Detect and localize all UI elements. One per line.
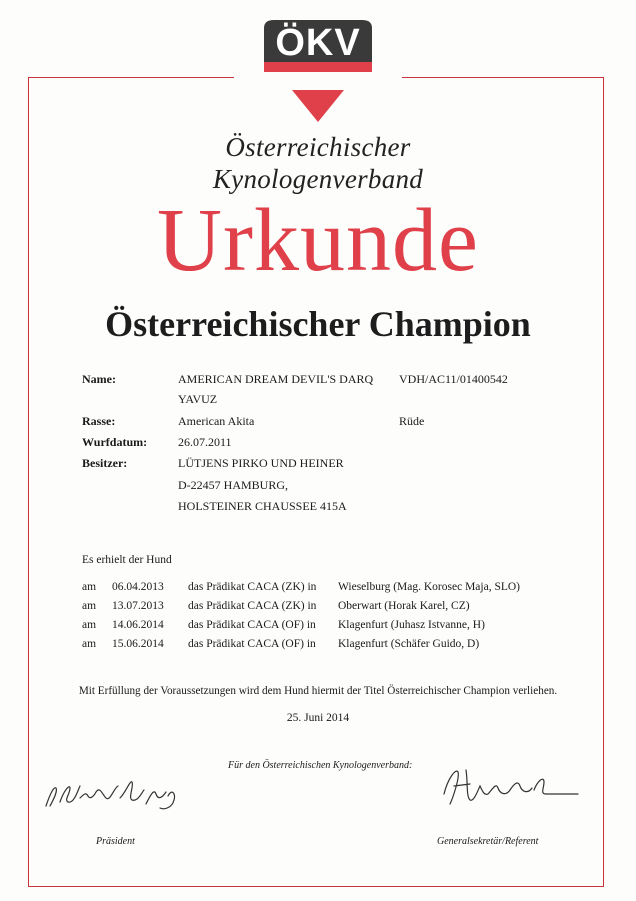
organization-line-2: Kynologenverband: [212, 164, 424, 194]
owner-line-3: HOLSTEINER CHAUSSEE 415A: [178, 499, 347, 513]
award-date: 14.06.2014: [112, 619, 164, 631]
award-place: Klagenfurt (Juhasz Istvanne, H): [338, 619, 485, 631]
registration-number: VDH/AC11/01400542: [399, 372, 508, 386]
dog-name-line-2: YAVUZ: [178, 392, 218, 406]
document-subtitle: Österreichischer Champion: [105, 304, 531, 344]
award-title: das Prädikat CACA (ZK) in: [188, 581, 317, 593]
secretary-signature-icon: [436, 760, 586, 810]
award-title: das Prädikat CACA (ZK) in: [188, 600, 317, 612]
award-prefix: am: [82, 581, 97, 593]
okv-shield-logo-icon: [234, 18, 402, 130]
owner-label: Besitzer:: [82, 456, 128, 470]
award-title: das Prädikat CACA (OF) in: [188, 638, 316, 650]
award-place: Oberwart (Horak Karel, CZ): [338, 600, 470, 612]
breed-label: Rasse:: [82, 414, 116, 428]
title-statement: Mit Erfüllung der Voraussetzungen wird dem Hund hiermit der Titel Österreichischer Champion verliehen.: [78, 685, 558, 697]
issue-date: 25. Juni 2014: [286, 712, 350, 724]
award-place: Klagenfurt (Schäfer Guido, D): [338, 638, 480, 650]
dog-name-line-1: AMERICAN DREAM DEVIL'S DARQ: [178, 372, 374, 386]
name-label: Name:: [82, 372, 116, 386]
logo-text: ÖKV: [275, 22, 361, 64]
award-prefix: am: [82, 638, 97, 650]
on-behalf-line: Für den Österreichischen Kynologenverband:: [228, 760, 413, 771]
president-signature-icon: [40, 768, 190, 814]
owner-line-1: LÜTJENS PIRKO UND HEINER: [178, 456, 344, 470]
awards-intro: Es erhielt der Hund: [82, 554, 172, 566]
owner-line-2: D-22457 HAMBURG,: [178, 478, 289, 492]
organization-line-1: Österreichischer: [225, 132, 411, 162]
award-date: 15.06.2014: [112, 638, 164, 650]
award-date: 06.04.2013: [112, 581, 164, 593]
award-place: Wieselburg (Mag. Korosec Maja, SLO): [338, 581, 521, 593]
breed-value: American Akita: [178, 414, 255, 428]
document-title: Urkunde: [157, 191, 479, 290]
secretary-role: Generalsekretär/Referent: [437, 836, 539, 847]
president-role: Präsident: [96, 836, 135, 847]
birth-date-value: 26.07.2011: [178, 435, 232, 449]
award-title: das Prädikat CACA (OF) in: [188, 619, 316, 631]
award-date: 13.07.2013: [112, 600, 164, 612]
sex-value: Rüde: [399, 414, 425, 428]
award-prefix: am: [82, 619, 97, 631]
birth-date-label: Wurfdatum:: [82, 435, 148, 449]
award-prefix: am: [82, 600, 97, 612]
